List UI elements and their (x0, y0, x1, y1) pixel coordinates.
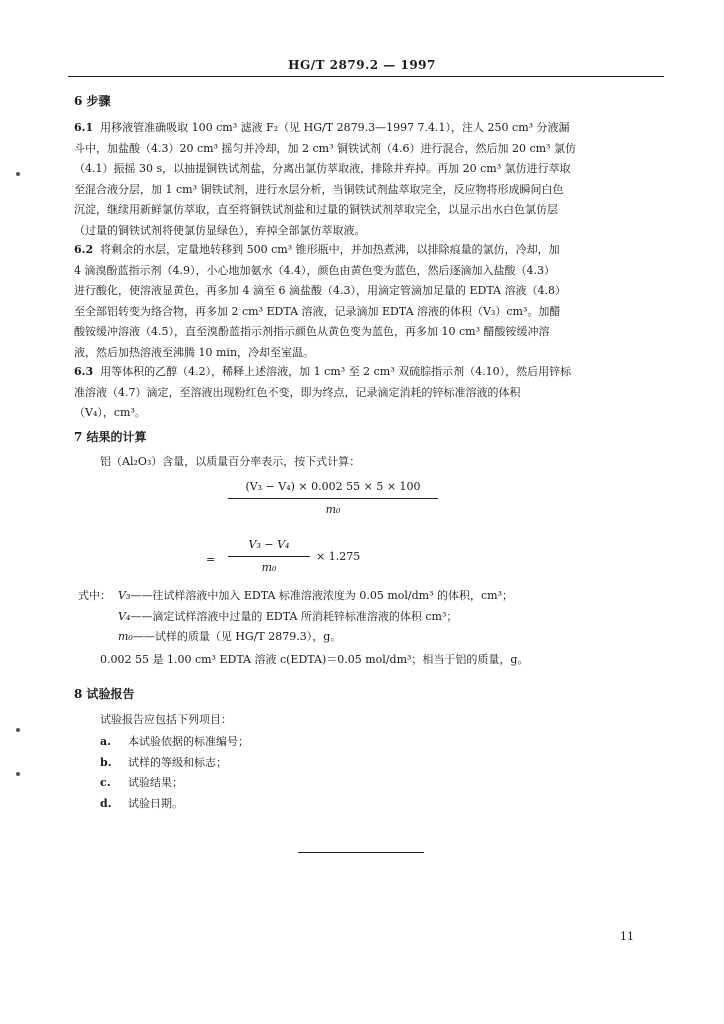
text-line: 液，然后加热溶液至沸腾 10 min，冷却至室温。 (74, 345, 315, 359)
list-item (100, 794, 500, 815)
page-header: HG/T 2879.2 — 1997 (288, 58, 436, 72)
text-line: 斗中，加盐酸（4.3）20 cm³ 摇匀并冷却，加 2 cm³ 铜铁试剂（4.6）进行混合，然后加 20 cm³ 氯仿 (74, 141, 576, 155)
where-label: 式中： (78, 589, 111, 602)
text-line: （过量的铜铁试剂将使氯仿显绿色），弃掉全部氯仿萃取液。 (74, 223, 366, 237)
text-line: （4.1）振摇 30 s，以抽提铜铁试剂盐，分离出氯仿萃取液，排除并弃掉。再加 20 cm³ 氯仿进行萃取 (74, 162, 571, 176)
clause-number: 6.2 (74, 243, 94, 256)
margin-dot (16, 172, 20, 176)
section-6-title: 6 步骤 (74, 94, 111, 108)
report-intro: 试验报告应包括下列项目： (100, 713, 232, 726)
list-text: 本试验依据的标准编号； (128, 735, 249, 748)
section-7-title: 7 结果的计算 (74, 430, 147, 444)
end-rule (298, 852, 424, 853)
text-line: 酸铵缓冲溶液（4.5），直至溴酚蓝指示剂指示颜色从黄色变为蓝色，再多加 10 cm³ 醋酸铵缓冲溶 (74, 325, 550, 339)
margin-dot (16, 772, 20, 776)
text-line: 用等体积的乙醇（4.2），稀释上述溶液，加 1 cm³ 至 2 cm³ 双硫腙指示剂（4.10），然后用锌标 (100, 365, 572, 378)
paragraph-6-2 (74, 240, 664, 364)
list-item (100, 753, 500, 774)
definition-text: ——往试样溶液中加入 EDTA 标准溶液浓度为 0.05 mol/dm³ 的体积，cm³； (130, 589, 514, 602)
paragraph-6-1 (74, 118, 664, 242)
symbol: V₄ (118, 609, 131, 623)
list-item (100, 732, 500, 753)
text-line: （V₄），cm³。 (74, 406, 146, 420)
list-label: c. (100, 776, 111, 790)
constant-note: 0.002 55 是 1.00 cm³ EDTA 溶液 c(EDTA)＝0.05 mol/dm³；相当于铝的质量，g。 (100, 653, 529, 666)
list-label: d. (100, 796, 112, 810)
text-line: 准溶液（4.7）滴定，至溶液出现粉红色不变，即为终点，记录滴定消耗的锌标准溶液的体积 (74, 385, 521, 399)
page-number: 11 (620, 930, 634, 943)
formula-1-denominator: m₀ (325, 503, 341, 516)
header-rule (68, 76, 664, 77)
formula-2-factor: × 1.275 (316, 550, 361, 563)
fraction-bar (228, 556, 310, 557)
list-text: 试样的等级和标志； (128, 755, 227, 769)
formula-2-numerator: V₃ − V₄ (248, 538, 290, 551)
text-line: 至全部铝转变为络合物，再多加 2 cm³ EDTA 溶液，记录滴加 EDTA 溶液的体积（V₃）cm³。加醋 (74, 304, 561, 318)
text-line: 沉淀，继续用新鲜氯仿萃取，直至将铜铁试剂盐和过量的铜铁试剂萃取完全，以显示出水白色氯仿层 (74, 203, 558, 217)
list-text: 试验日期。 (128, 796, 183, 810)
text-line: 至混合液分层，加 1 cm³ 铜铁试剂，进行水层分析，当铜铁试剂盐萃取完全，反应物将形成瞬间白色 (74, 182, 564, 196)
equals-sign: = (206, 553, 216, 566)
report-items (100, 732, 500, 814)
section-8-title: 8 试验报告 (74, 687, 135, 701)
text-line: 将剩余的水层，定量地转移到 500 cm³ 锥形瓶中，并加热煮沸，以排除痕量的氯仿，冷却，加 (100, 243, 560, 256)
formula-1-numerator: (V₃ − V₄) × 0.002 55 × 5 × 100 (245, 480, 421, 493)
list-item (100, 773, 500, 794)
list-label: b. (100, 755, 112, 769)
symbol-definitions (118, 586, 664, 648)
definition-text: ——试样的质量（见 HG/T 2879.3），g。 (132, 630, 342, 644)
fraction-bar (228, 498, 438, 499)
list-label: a. (100, 735, 111, 748)
paragraph-6-3 (74, 362, 664, 424)
text-line: 4 滴溴酚蓝指示剂（4.9），小心地加氨水（4.4），颜色由黄色变为蓝色，然后逐滴加入盐酸（4.3） (74, 263, 555, 277)
text-line: 进行酸化，使溶液显黄色，再多加 4 滴至 6 滴盐酸（4.3），用滴定管滴加足量的 EDTA 溶液（4.8） (74, 284, 566, 298)
definition-text: ——滴定试样溶液中过量的 EDTA 所消耗锌标准溶液的体积 cm³； (130, 609, 458, 623)
text-line: 用移液管准确吸取 100 cm³ 滤液 F₂（见 HG/T 2879.3—1997 7.4.1），注人 250 cm³ 分液漏 (100, 121, 570, 134)
margin-dot (16, 728, 20, 732)
clause-number: 6.3 (74, 365, 94, 378)
clause-number: 6.1 (74, 121, 94, 134)
formula-intro: 铝（Al₂O₃）含量，以质量百分率表示，按下式计算： (100, 455, 361, 468)
formula-2-denominator: m₀ (261, 561, 277, 574)
symbol: V₃ (118, 589, 131, 602)
symbol: m₀ (118, 630, 133, 644)
list-text: 试验结果； (128, 776, 183, 790)
